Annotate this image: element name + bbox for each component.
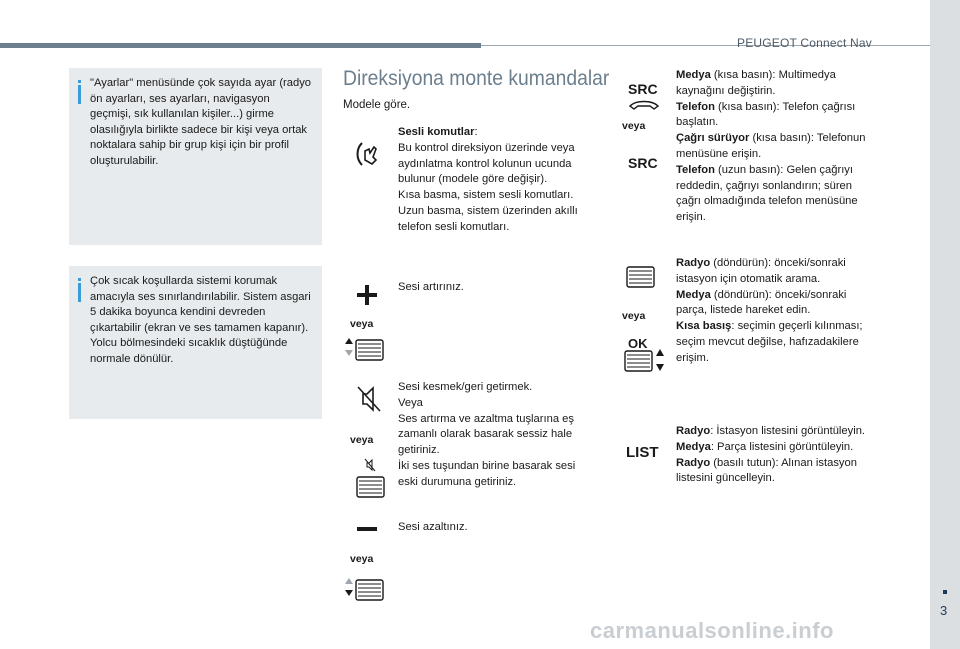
info-note-heat	[69, 266, 322, 419]
src-text	[676, 68, 876, 226]
page-marker	[943, 590, 947, 594]
wheel-item-title: Medya	[676, 288, 711, 301]
page-number: 3	[940, 603, 948, 618]
src-item-title: Çağrı sürüyor	[676, 132, 750, 145]
src-item	[676, 100, 876, 132]
minus-icon	[356, 525, 378, 533]
plus-icon	[356, 284, 378, 306]
wheel-item	[676, 319, 876, 366]
note-text: "Ayarlar" menüsünde çok sayıda ayar (radyo ön ayarları, ses ayarları, navigasyon geçmişi, sık kullanılan kişiler...) girme olasılığıyla birlikte sadece bir kişi veya ortak noktalara sahip bir grup kişi için bir profil oluşturulabilir.	[90, 77, 312, 167]
wheel-item-desc: (döndürün): önceki/sonraki istasyon için otomatik arama.	[676, 257, 846, 285]
watermark: carmanualsonline.info	[590, 618, 834, 643]
list-label: LIST	[626, 444, 659, 461]
info-icon	[78, 85, 81, 104]
list-item-desc: : Parça listesini görüntüleyin.	[710, 440, 854, 453]
voice-command-text	[398, 125, 594, 236]
section-subtitle: Modele göre.	[343, 99, 411, 111]
voice-command-title: Sesli komutlar	[398, 126, 475, 138]
info-icon-dot	[78, 278, 81, 281]
voice-command-icon	[352, 137, 384, 169]
src-item-title: Telefon	[676, 163, 715, 176]
info-note-profiles	[69, 68, 322, 245]
src-item-title: Medya	[676, 69, 711, 81]
list-text	[676, 424, 876, 487]
header-rule-thick	[0, 43, 481, 48]
volume-up-text: Sesi artırınız.	[398, 281, 464, 293]
page-side-strip	[930, 0, 960, 649]
thumbwheel-icon	[626, 265, 656, 289]
voice-command-desc: : Bu kontrol direksiyon üzerinde veya aydınlatma kontrol kolunun ucunda bulunur (modele göre değişir). Kısa basma, sistem sesli komutları. Uzun basma, sistem üzerinden akıllı telefon sesli komutları.	[398, 126, 578, 233]
list-item-desc: : İstasyon listesini görüntüleyin.	[710, 425, 866, 437]
list-item	[676, 456, 876, 488]
mute-icon	[354, 384, 384, 414]
ok-label: OK	[628, 336, 648, 351]
note-text: Çok sıcak koşullarda sistemi korumak amacıyla ses sınırlandırılabilir. Sistem asgari 5 dakika boyunca kendini devreden çıkartabilir (ekran ve ses tamamen kapanır). Yolcu bölmesindeki sıcaklık düştüğünde normale dönülür.	[90, 275, 311, 365]
list-item-title: Medya	[676, 440, 711, 453]
src-item	[676, 163, 876, 226]
thumbwheel-down-icon	[345, 578, 385, 602]
wheel-item	[676, 256, 876, 288]
src-label: SRC	[628, 155, 658, 171]
src-item	[676, 131, 876, 163]
src-item-desc: (kısa basın): Telefonun menüsüne erişin.	[676, 132, 866, 160]
mute-small-icon	[363, 458, 377, 472]
volume-down-text: Sesi azaltınız.	[398, 521, 468, 533]
brand-label: PEUGEOT Connect Nav	[737, 36, 872, 50]
wheel-item	[676, 288, 876, 320]
or-label: veya	[350, 553, 374, 565]
wheel-text	[676, 256, 876, 367]
or-label: veya	[622, 120, 646, 132]
mute-text: Sesi kesmek/geri getirmek. Veya Ses artırma ve azaltma tuşlarına eş zamanlı olarak basarak sessiz hale getiriniz. İki ses tuşundan birine basarak sesi eski durumuna getiriniz.	[398, 381, 576, 488]
src-item	[676, 68, 876, 100]
or-label: veya	[350, 434, 374, 446]
or-label: veya	[350, 318, 374, 330]
wheel-item-title: Kısa basış	[676, 320, 732, 333]
thumbwheel-updown-icon	[624, 349, 666, 373]
phone-icon	[628, 98, 660, 110]
wheel-item-title: Radyo	[676, 257, 711, 269]
section-title: Direksiyona monte kumandalar	[343, 67, 610, 90]
src-item-title: Telefon	[676, 100, 715, 113]
list-item	[676, 424, 876, 440]
list-item	[676, 440, 876, 456]
src-label: SRC	[628, 81, 658, 97]
or-label: veya	[622, 310, 646, 322]
list-item-desc: (basılı tutun): Alınan istasyon listesini güncelleyin.	[676, 456, 857, 485]
info-icon	[78, 283, 81, 302]
info-icon-dot	[78, 80, 81, 83]
src-item-desc: (kısa basın): Telefon çağrısı başlatın.	[676, 100, 856, 129]
thumbwheel-icon	[356, 475, 386, 499]
list-item-title: Radyo	[676, 456, 711, 469]
wheel-item-desc: : seçimin geçerli kılınması; seçim mevcut değilse, hafızadakilere erişim.	[676, 320, 863, 364]
list-item-title: Radyo	[676, 425, 711, 437]
src-item-desc: (kısa basın): Multimedya kaynağını değiştirin.	[676, 69, 836, 97]
src-item-desc: (uzun basın): Gelen çağrıyı reddedin, çağrıyı sonlandırın; süren çağrı olmadığında telefon menüsüne erişin.	[676, 163, 858, 224]
wheel-item-desc: (döndürün): önceki/sonraki parça, listede hareket edin.	[676, 288, 847, 317]
thumbwheel-up-icon	[345, 338, 385, 362]
